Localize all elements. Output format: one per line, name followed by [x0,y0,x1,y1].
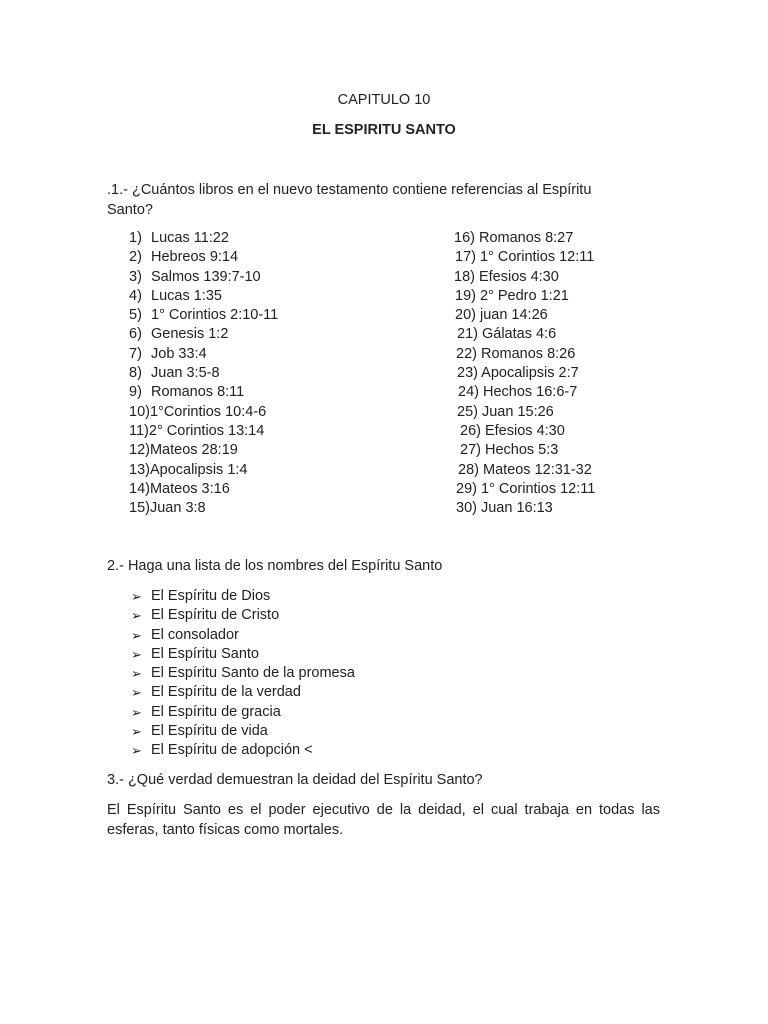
list-item: 16) Romanos 8:27 [454,230,574,246]
list-item: 12)Mateos 28:19 [129,442,238,459]
list-item: 19) 2° Pedro 1:21 [455,287,569,304]
list-item: 4) Lucas 1:35 [129,287,222,304]
list-item: 20) juan 14:26 [455,307,548,324]
arrow-bullet-icon: ➢ [131,608,142,624]
arrow-bullet-icon: ➢ [131,646,142,662]
answer-3: El Espíritu Santo es el poder ejecutivo de la deidad, el cual trabaja en todas las esferas, tanto físicas como mortales. [107,802,660,838]
list-item: 10)1°Corintios 10:4-6 [129,403,267,420]
list-item: 9) Romanos 8:11 [129,384,245,401]
list-item: 22) Romanos 8:26 [456,345,576,362]
list-item: 30) Juan 16:13 [456,500,553,517]
arrow-bullet-icon: ➢ [131,589,142,604]
question-3: 3.- ¿Qué verdad demuestran la deidad del Espíritu Santo? [107,772,483,788]
arrow-bullet-icon: ➢ [131,627,142,643]
list-item: 1) Lucas 11:22 [129,230,229,246]
list-item: 14)Mateos 3:16 [129,480,230,497]
arrow-bullet-icon: ➢ [131,704,142,720]
page-title: EL ESPIRITU SANTO [312,122,456,138]
list-item: 23) Apocalipsis 2:7 [457,365,579,382]
list-item: 13)Apocalipsis 1:4 [129,461,248,478]
list-item: 24) Hechos 16:6-7 [458,384,578,401]
question-2: 2.- Haga una lista de los nombres del Espíritu Santo [107,558,443,574]
list-item: 3) Salmos 139:7-10 [129,268,261,285]
arrow-bullet-icon: ➢ [131,743,142,759]
list-item: 27) Hechos 5:3 [460,442,559,459]
list-item: 8) Juan 3:5-8 [129,365,220,382]
list-item: 7) Job 33:4 [129,345,207,362]
list-item: 25) Juan 15:26 [457,403,554,420]
list-item: 15)Juan 3:8 [129,500,206,517]
question-1: .1.- ¿Cuántos libros en el nuevo testamento contiene referencias al Espíritu Santo? [107,182,592,218]
arrow-bullet-icon: ➢ [131,724,142,740]
references-left-list [129,229,278,518]
list-item: 6) Genesis 1:2 [129,326,229,343]
arrow-bullet-icon: ➢ [131,685,142,701]
list-item: 11)2° Corintios 13:14 [129,422,265,439]
chapter-heading: CAPITULO 10 [337,92,431,108]
list-item: 17) 1° Corintios 12:11 [455,249,595,266]
list-item: 26) Efesios 4:30 [460,422,565,439]
arrow-bullet-icon: ➢ [131,666,142,682]
list-item: 5) 1° Corintios 2:10-11 [129,307,279,324]
list-item: 29) 1° Corintios 12:11 [456,480,596,497]
list-item: 21) Gálatas 4:6 [457,326,557,343]
list-item: 28) Mateos 12:31-32 [458,461,592,478]
references-right-list [454,229,595,518]
list-item: 18) Efesios 4:30 [454,268,559,285]
list-item: 2) Hebreos 9:14 [129,249,239,266]
